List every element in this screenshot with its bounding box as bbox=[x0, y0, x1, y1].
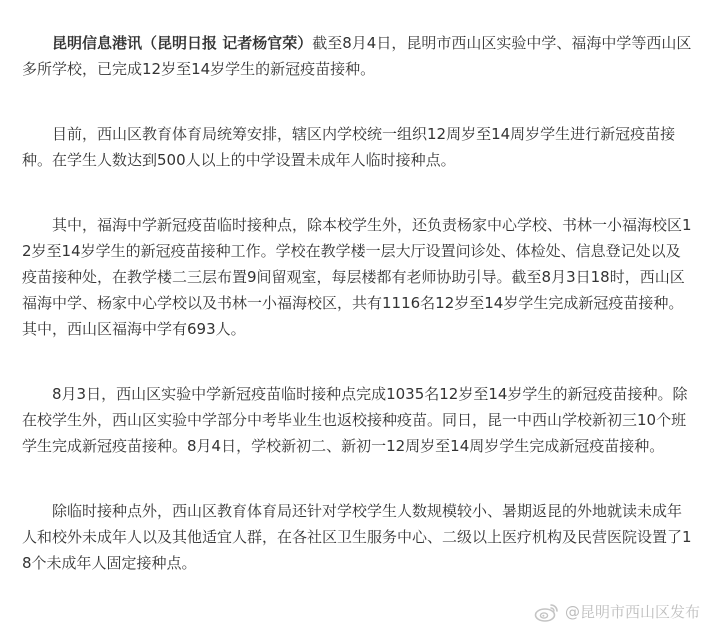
weibo-watermark bbox=[534, 601, 700, 622]
paragraph-3: 其中，福海中学新冠疫苗临时接种点，除本校学生外，还负责杨家中心学校、书林一小福海校区12岁至14岁学生的新冠疫苗接种工作。学校在教学楼一层大厅设置问诊处、体检处、信息登记处以及疫苗接种处，在教学楼二三层布置9间留观室，每层楼都有老师协助引导。截至8月3日18时，西山区福海中学、杨家中心学校以及书林一小福海校区，共有1116名12岁至14岁学生完成新冠疫苗接种。其中，西山区福海中学有693人。 bbox=[22, 216, 692, 338]
paragraph-5: 除临时接种点外，西山区教育体育局还针对学校学生人数规模较小、暑期返昆的外地就读未成年人和校外未成年人以及其他适宜人群，在各社区卫生服务中心、二级以上医疗机构及民营医院设置了18个未成年人固定接种点。 bbox=[22, 502, 692, 572]
weibo-icon bbox=[534, 602, 560, 622]
paragraph-2: 目前，西山区教育体育局统筹安排，辖区内学校统一组织12周岁至14周岁学生进行新冠疫苗接种。在学生人数达到500人以上的中学设置未成年人临时接种点。 bbox=[22, 125, 676, 169]
paragraph-1 bbox=[22, 0, 694, 82]
article-body bbox=[22, 0, 694, 576]
watermark-text: @昆明市西山区发布 bbox=[564, 603, 700, 621]
paragraph-1-text: 截至8月4日，昆明市西山区实验中学、福海中学等西山区多所学校，已完成12岁至14岁学生的新冠疫苗接种。 bbox=[22, 34, 692, 78]
article-lead: 昆明信息港讯（昆明日报 记者杨官荣） bbox=[52, 34, 313, 52]
paragraph-4: 8月3日，西山区实验中学新冠疫苗临时接种点完成1035名12岁至14岁学生的新冠疫苗接种。除在校学生外，西山区实验中学部分中考毕业生也返校接种疫苗。同日，昆一中西山学校新初三10个班学生完成新冠疫苗接种。8月4日，学校新初二、新初一12周岁至14周岁学生完成新冠疫苗接种。 bbox=[22, 385, 688, 455]
